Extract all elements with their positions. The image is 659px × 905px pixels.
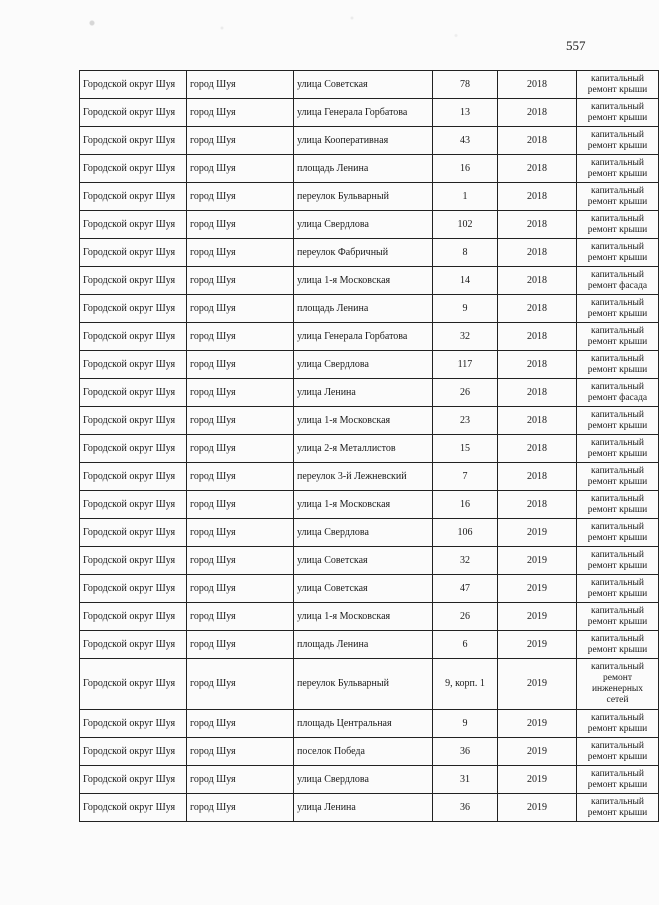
year-cell: 2018 <box>498 491 577 519</box>
year-cell: 2018 <box>498 127 577 155</box>
city-cell: город Шуя <box>187 631 294 659</box>
city-cell: город Шуя <box>187 710 294 738</box>
street-cell: улица 2-я Металлистов <box>294 435 433 463</box>
table-row <box>80 155 659 183</box>
district-cell: Городской округ Шуя <box>80 323 187 351</box>
year-cell: 2018 <box>498 407 577 435</box>
city-cell: город Шуя <box>187 491 294 519</box>
district-cell: Городской округ Шуя <box>80 183 187 211</box>
district-cell: Городской округ Шуя <box>80 267 187 295</box>
district-cell: Городской округ Шуя <box>80 738 187 766</box>
table-row <box>80 183 659 211</box>
house-number-cell: 14 <box>433 267 498 295</box>
district-cell: Городской округ Шуя <box>80 710 187 738</box>
street-cell: улица Советская <box>294 71 433 99</box>
street-cell: улица 1-я Московская <box>294 603 433 631</box>
year-cell: 2018 <box>498 435 577 463</box>
work-type-cell: капитальный ремонт крыши <box>577 463 659 491</box>
city-cell: город Шуя <box>187 183 294 211</box>
work-type-cell: капитальный ремонт крыши <box>577 519 659 547</box>
city-cell: город Шуя <box>187 463 294 491</box>
district-cell: Городской округ Шуя <box>80 463 187 491</box>
table-row <box>80 491 659 519</box>
work-type-cell: капитальный ремонт крыши <box>577 155 659 183</box>
city-cell: город Шуя <box>187 547 294 575</box>
year-cell: 2019 <box>498 710 577 738</box>
work-type-cell: капитальный ремонт крыши <box>577 127 659 155</box>
registry-table <box>79 70 659 822</box>
house-number-cell: 32 <box>433 323 498 351</box>
work-type-cell: капитальный ремонт крыши <box>577 295 659 323</box>
district-cell: Городской округ Шуя <box>80 407 187 435</box>
city-cell: город Шуя <box>187 379 294 407</box>
street-cell: переулок Бульварный <box>294 659 433 710</box>
year-cell: 2018 <box>498 183 577 211</box>
city-cell: город Шуя <box>187 239 294 267</box>
street-cell: улица Генерала Горбатова <box>294 323 433 351</box>
table-row <box>80 267 659 295</box>
work-type-cell: капитальный ремонт крыши <box>577 738 659 766</box>
house-number-cell: 9 <box>433 710 498 738</box>
house-number-cell: 16 <box>433 155 498 183</box>
year-cell: 2019 <box>498 547 577 575</box>
district-cell: Городской округ Шуя <box>80 519 187 547</box>
district-cell: Городской округ Шуя <box>80 659 187 710</box>
street-cell: поселок Победа <box>294 738 433 766</box>
district-cell: Городской округ Шуя <box>80 794 187 822</box>
year-cell: 2019 <box>498 794 577 822</box>
street-cell: площадь Ленина <box>294 295 433 323</box>
work-type-cell: капитальный ремонт крыши <box>577 491 659 519</box>
table-row <box>80 738 659 766</box>
district-cell: Городской округ Шуя <box>80 603 187 631</box>
table-row <box>80 575 659 603</box>
street-cell: переулок 3-й Лежневский <box>294 463 433 491</box>
street-cell: площадь Центральная <box>294 710 433 738</box>
district-cell: Городской округ Шуя <box>80 379 187 407</box>
year-cell: 2019 <box>498 659 577 710</box>
house-number-cell: 106 <box>433 519 498 547</box>
table-row <box>80 710 659 738</box>
city-cell: город Шуя <box>187 519 294 547</box>
table-row <box>80 659 659 710</box>
work-type-cell: капитальный ремонт крыши <box>577 766 659 794</box>
table-row <box>80 379 659 407</box>
year-cell: 2019 <box>498 519 577 547</box>
work-type-cell: капитальный ремонт крыши <box>577 99 659 127</box>
table-row <box>80 239 659 267</box>
street-cell: улица 1-я Московская <box>294 407 433 435</box>
city-cell: город Шуя <box>187 407 294 435</box>
house-number-cell: 43 <box>433 127 498 155</box>
street-cell: улица Ленина <box>294 379 433 407</box>
district-cell: Городской округ Шуя <box>80 99 187 127</box>
house-number-cell: 31 <box>433 766 498 794</box>
year-cell: 2018 <box>498 239 577 267</box>
street-cell: улица Свердлова <box>294 766 433 794</box>
house-number-cell: 32 <box>433 547 498 575</box>
table-row <box>80 351 659 379</box>
work-type-cell: капитальный ремонт крыши <box>577 794 659 822</box>
page-number: 557 <box>566 38 586 53</box>
house-number-cell: 9 <box>433 295 498 323</box>
street-cell: улица Ленина <box>294 794 433 822</box>
street-cell: переулок Фабричный <box>294 239 433 267</box>
street-cell: улица Генерала Горбатова <box>294 99 433 127</box>
district-cell: Городской округ Шуя <box>80 211 187 239</box>
city-cell: город Шуя <box>187 738 294 766</box>
work-type-cell: капитальный ремонт крыши <box>577 710 659 738</box>
table-row <box>80 435 659 463</box>
year-cell: 2018 <box>498 99 577 127</box>
district-cell: Городской округ Шуя <box>80 631 187 659</box>
work-type-cell: капитальный ремонт крыши <box>577 323 659 351</box>
table-row <box>80 211 659 239</box>
work-type-cell: капитальный ремонт крыши <box>577 631 659 659</box>
year-cell: 2019 <box>498 575 577 603</box>
table-row <box>80 794 659 822</box>
street-cell: улица Советская <box>294 575 433 603</box>
year-cell: 2019 <box>498 766 577 794</box>
house-number-cell: 7 <box>433 463 498 491</box>
table-row <box>80 127 659 155</box>
year-cell: 2019 <box>498 631 577 659</box>
table-row <box>80 295 659 323</box>
city-cell: город Шуя <box>187 603 294 631</box>
work-type-cell: капитальный ремонт фасада <box>577 267 659 295</box>
city-cell: город Шуя <box>187 575 294 603</box>
street-cell: улица Советская <box>294 547 433 575</box>
district-cell: Городской округ Шуя <box>80 351 187 379</box>
house-number-cell: 8 <box>433 239 498 267</box>
street-cell: улица Свердлова <box>294 211 433 239</box>
year-cell: 2018 <box>498 463 577 491</box>
district-cell: Городской округ Шуя <box>80 127 187 155</box>
year-cell: 2018 <box>498 379 577 407</box>
street-cell: улица 1-я Московская <box>294 267 433 295</box>
city-cell: город Шуя <box>187 211 294 239</box>
house-number-cell: 1 <box>433 183 498 211</box>
year-cell: 2019 <box>498 603 577 631</box>
work-type-cell: капитальный ремонт крыши <box>577 547 659 575</box>
table-row <box>80 463 659 491</box>
registry-table-body <box>80 71 659 822</box>
city-cell: город Шуя <box>187 99 294 127</box>
district-cell: Городской округ Шуя <box>80 491 187 519</box>
year-cell: 2018 <box>498 211 577 239</box>
city-cell: город Шуя <box>187 155 294 183</box>
work-type-cell: капитальный ремонт фасада <box>577 379 659 407</box>
year-cell: 2018 <box>498 71 577 99</box>
work-type-cell: капитальный ремонт инженерных сетей <box>577 659 659 710</box>
house-number-cell: 117 <box>433 351 498 379</box>
city-cell: город Шуя <box>187 323 294 351</box>
city-cell: город Шуя <box>187 766 294 794</box>
city-cell: город Шуя <box>187 295 294 323</box>
house-number-cell: 13 <box>433 99 498 127</box>
table-row <box>80 766 659 794</box>
table-row <box>80 547 659 575</box>
city-cell: город Шуя <box>187 659 294 710</box>
table-row <box>80 519 659 547</box>
city-cell: город Шуя <box>187 267 294 295</box>
city-cell: город Шуя <box>187 351 294 379</box>
street-cell: площадь Ленина <box>294 631 433 659</box>
street-cell: улица Кооперативная <box>294 127 433 155</box>
city-cell: город Шуя <box>187 794 294 822</box>
house-number-cell: 26 <box>433 603 498 631</box>
city-cell: город Шуя <box>187 435 294 463</box>
work-type-cell: капитальный ремонт крыши <box>577 407 659 435</box>
street-cell: площадь Ленина <box>294 155 433 183</box>
house-number-cell: 16 <box>433 491 498 519</box>
work-type-cell: капитальный ремонт крыши <box>577 435 659 463</box>
house-number-cell: 36 <box>433 794 498 822</box>
house-number-cell: 9, корп. 1 <box>433 659 498 710</box>
house-number-cell: 15 <box>433 435 498 463</box>
table-row <box>80 631 659 659</box>
year-cell: 2018 <box>498 295 577 323</box>
district-cell: Городской округ Шуя <box>80 239 187 267</box>
house-number-cell: 6 <box>433 631 498 659</box>
year-cell: 2018 <box>498 323 577 351</box>
table-row <box>80 323 659 351</box>
district-cell: Городской округ Шуя <box>80 295 187 323</box>
table-row <box>80 71 659 99</box>
street-cell: улица Свердлова <box>294 351 433 379</box>
table-row <box>80 603 659 631</box>
work-type-cell: капитальный ремонт крыши <box>577 351 659 379</box>
district-cell: Городской округ Шуя <box>80 575 187 603</box>
district-cell: Городской округ Шуя <box>80 547 187 575</box>
house-number-cell: 78 <box>433 71 498 99</box>
work-type-cell: капитальный ремонт крыши <box>577 211 659 239</box>
street-cell: переулок Бульварный <box>294 183 433 211</box>
table-row <box>80 99 659 127</box>
house-number-cell: 102 <box>433 211 498 239</box>
work-type-cell: капитальный ремонт крыши <box>577 183 659 211</box>
district-cell: Городской округ Шуя <box>80 71 187 99</box>
district-cell: Городской округ Шуя <box>80 435 187 463</box>
house-number-cell: 23 <box>433 407 498 435</box>
district-cell: Городской округ Шуя <box>80 766 187 794</box>
work-type-cell: капитальный ремонт крыши <box>577 71 659 99</box>
scan-noise <box>40 8 560 58</box>
work-type-cell: капитальный ремонт крыши <box>577 575 659 603</box>
table-row <box>80 407 659 435</box>
house-number-cell: 47 <box>433 575 498 603</box>
street-cell: улица 1-я Московская <box>294 491 433 519</box>
year-cell: 2018 <box>498 267 577 295</box>
house-number-cell: 26 <box>433 379 498 407</box>
district-cell: Городской округ Шуя <box>80 155 187 183</box>
house-number-cell: 36 <box>433 738 498 766</box>
year-cell: 2018 <box>498 351 577 379</box>
year-cell: 2018 <box>498 155 577 183</box>
street-cell: улица Свердлова <box>294 519 433 547</box>
work-type-cell: капитальный ремонт крыши <box>577 603 659 631</box>
city-cell: город Шуя <box>187 127 294 155</box>
city-cell: город Шуя <box>187 71 294 99</box>
work-type-cell: капитальный ремонт крыши <box>577 239 659 267</box>
year-cell: 2019 <box>498 738 577 766</box>
